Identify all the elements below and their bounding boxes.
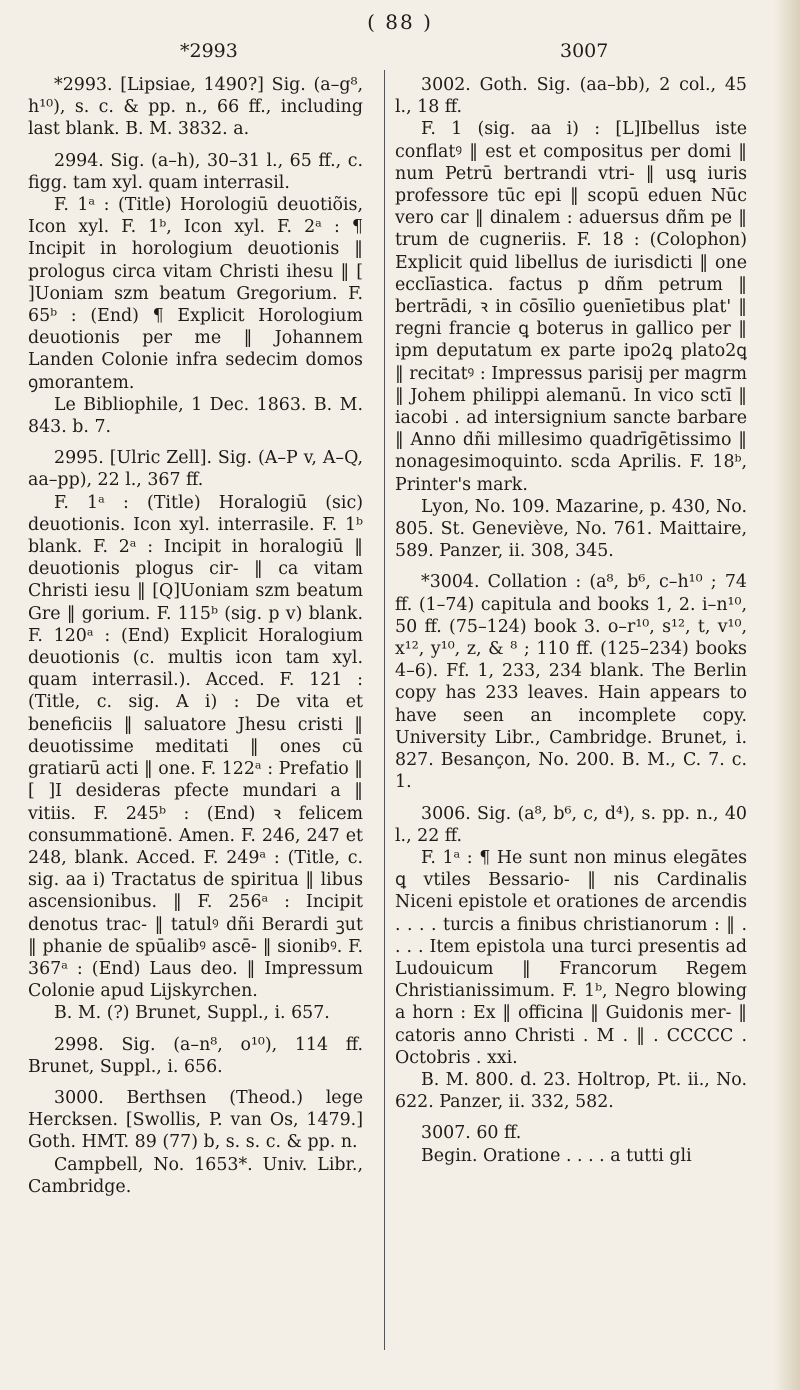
- entry-paragraph: *3004. Collation : (a⁸, b⁶, c–h¹⁰ ; 74 ff. (1–74) capitula and books 1, 2. i–n¹⁰, 50 ff. (75–124) book 3. o–r¹⁰, s¹², t, v¹⁰, x¹², y¹⁰, z, & ⁸ ; 110 ff. (125–234) books 4–6). Ff. 1, 233, 234 blank. The Berlin copy has 233 leaves. Hain appears to have seen an incomplete copy. University Libr., Cambridge. Brunet, i. 827. Besançon, No. 200. B. M., C. 7. c. 1.: [395, 572, 747, 793]
- left-column: [28, 74, 363, 1207]
- entry-paragraph: 3002. Goth. Sig. (aa–bb), 2 col., 45 l., 18 ff.: [395, 75, 747, 118]
- page-number: ( 88 ): [367, 10, 433, 34]
- running-head-left: *2993: [180, 40, 238, 62]
- entry-paragraph: *2993. [Lipsiae, 1490?] Sig. (a–g⁸, h¹⁰), s. c. & pp. n., 66 ff., including last blank. B. M. 3832. a.: [28, 75, 363, 140]
- entry-3007: [395, 1122, 747, 1166]
- entry-reference: Le Bibliophile, 1 Dec. 1863. B. M. 843. b. 7.: [28, 394, 363, 438]
- entry-3004: [395, 571, 747, 793]
- entry-reference: Campbell, No. 1653*. Univ. Libr., Cambridge.: [28, 1154, 363, 1197]
- entry-paragraph: F. 1ᵃ : ¶ He sunt non minus elegātes ꝗ vtiles Bessario- ‖ nis Cardinalis Niceni epistole et orationes de arcendis . . . . turcis a finibus christianorum : ‖ . . . . Item epistola una turci presentis ad Ludouicum ‖ Francorum Regem Christianissimum. F. 1ᵇ, Negro blowing a horn : Ex ‖ officina ‖ Guidonis mer- ‖ catoris anno Christi . M . ‖ . CCCCC . Octobris . xxi.: [395, 847, 747, 1068]
- entry-2995: [28, 447, 363, 1024]
- entry-2993: [28, 74, 363, 141]
- entry-reference: B. M. 800. d. 23. Holtrop, Pt. ii., No. 622. Panzer, ii. 332, 582.: [395, 1069, 747, 1113]
- entry-paragraph: 2994. Sig. (a–h), 30–31 l., 65 ff., c. figg. tam xyl. quam interrasil.: [28, 150, 363, 193]
- entry-reference: B. M. (?) Brunet, Suppl., i. 657.: [54, 1003, 330, 1024]
- entry-paragraph: 2998. Sig. (a–n⁸, o¹⁰), 114 ff. Brunet, Suppl., i. 656.: [28, 1034, 363, 1077]
- entry-3002: [395, 74, 747, 562]
- page-edge-shadow: [774, 0, 800, 1390]
- entry-2994: [28, 150, 363, 439]
- entry-paragraph: 3007. 60 ff.: [421, 1123, 522, 1144]
- entry-3006: [395, 803, 747, 1114]
- entry-paragraph: F. 1ᵃ : (Title) Horologiū deuotiõis, Icon xyl. F. 1ᵇ, Icon xyl. F. 2ᵃ : ¶ Incipit in horologium deuotionis ‖ prologus circa vitam Christi ihesu ‖ [ ]Uoniam szm beatum Gregorium. F. 65ᵇ : (End) ¶ Explicit Horologium deuotionis per me ‖ Johannem Landen Colonie infra sedecim domos ꝯmorantem.: [28, 195, 363, 393]
- entry-paragraph: 3006. Sig. (a⁸, b⁶, c, d⁴), s. pp. n., 40 l., 22 ff.: [395, 803, 747, 846]
- column-rule: [384, 70, 385, 1350]
- entry-paragraph: F. 1 (sig. aa i) : [L]Ibellus iste conflatꝰ ‖ est et compositus per domi ‖ num Petrū bertrandi vtri- ‖ usꝗ iuris professore tūc epi ‖ scopū eduen Nūc vero car ‖ dinalem : aduersus dñm pe ‖ trum de cugneriis. F. 18 : (Colophon) Explicit quid libellus de iurisdicti ‖ one ecclīastica. factus p dñm petrum ‖ bertrādi, ꝛ in cōsīlio ꝯuenīetibus plat' ‖ regni francie ꝗ boterus in gallico per ‖ ipm deputatum ex parte ipo2ꝗ plato2ꝗ ‖ recitatꝰ : Impressus parisij per magrm ‖ Johem philippi alemanū. In vico sctī ‖ iacobi . ad intersignium sancte barbare ‖ Anno dñi millesimo quadrīgētissimo ‖ nonagesimoquinto. scda Aprilis. F. 18ᵇ, Printer's mark.: [395, 119, 747, 495]
- running-head-right: 3007: [560, 40, 609, 62]
- entry-paragraph: F. 1ᵃ : (Title) Horalogiū (sic) deuotionis. Icon xyl. interrasile. F. 1ᵇ blank. F. 2ᵃ : Incipit in horalogiū ‖ deuotionis plogus cir- ‖ ca vitam Christi iesu ‖ [Q]Uoniam szm beatum Gre ‖ gorium. F. 115ᵇ (sig. p v) blank. F. 120ᵃ : (End) Explicit Horalogium deuotionis (c. multis icon tam xyl. quam interrasil.). Acced. F. 121 : (Title, c. sig. A i) : De vita et beneficiis ‖ saluatore Jhesu cristi ‖ deuotissime meditati ‖ ones cū gratiarū acti ‖ one. F. 122ᵃ : Prefatio ‖ [ ]I desideras pfecte mundari a ‖ vitiis. F. 245ᵇ : (End) ꝛ felicem consummationē. Amen. F. 246, 247 et 248, blank. Acced. F. 249ᵃ : (Title, c. sig. aa i) Tractatus de spiritua ‖ libus ascensionibus. ‖ F. 256ᵃ : Incipit denotus trac- ‖ tatulꝰ dñi Berardi ꝫut ‖ phanie de spūalibꝰ ascē- ‖ sionibꝰ. F. 367ᵃ : (End) Laus deo. ‖ Impressum Colonie apud Lijskyrchen.: [28, 492, 363, 1002]
- entry-paragraph: 3000. Berthsen (Theod.) lege Hercksen. [Swollis, P. van Os, 1479.] Goth. HMT. 89 (77) b, s. s. c. & pp. n.: [28, 1087, 363, 1153]
- entry-reference: Lyon, No. 109. Mazarine, p. 430, No. 805. St. Geneviève, No. 761. Maittaire, 589. Panzer, ii. 308, 345.: [395, 496, 747, 562]
- entry-3000: [28, 1087, 363, 1198]
- entry-paragraph: Begin. Oratione . . . . a tutti gli: [421, 1145, 692, 1166]
- entry-paragraph: 2995. [Ulric Zell]. Sig. (A–P v, A–Q, aa–pp), 22 l., 367 ff.: [28, 448, 363, 491]
- entry-2998: [28, 1034, 363, 1078]
- right-column: [395, 74, 747, 1176]
